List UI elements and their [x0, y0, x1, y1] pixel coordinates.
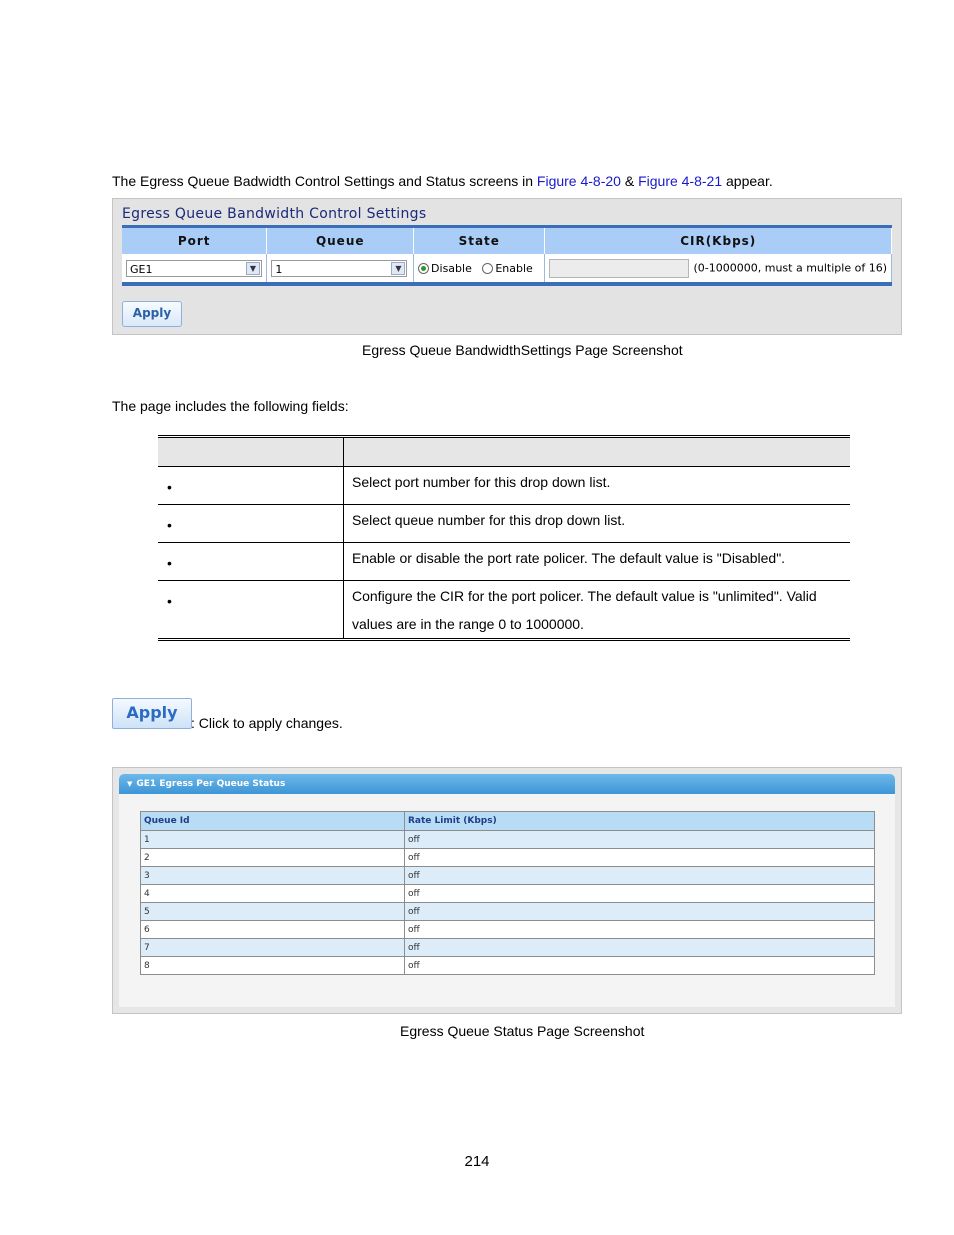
bullet-icon: •: [167, 555, 172, 571]
port-select-value: GE1: [130, 262, 153, 276]
intro-prefix: The Egress Queue Badwidth Control Settings and Status screens in: [112, 173, 537, 189]
table-row: [141, 831, 875, 849]
status-table: [140, 811, 875, 975]
cir-header: CIR(Kbps): [545, 227, 892, 255]
rate-limit-cell: off: [405, 939, 875, 957]
port-select[interactable]: [126, 260, 262, 277]
fields-header-description: [344, 437, 851, 467]
state-disable-radio[interactable]: [418, 263, 429, 274]
queue-id-cell: 7: [141, 939, 405, 957]
state-enable-label: Enable: [495, 261, 533, 275]
settings-table: [122, 225, 892, 286]
field-description-state: Enable or disable the port rate policer. The default value is "Disabled".: [344, 543, 851, 581]
intro-ampersand: &: [620, 173, 639, 189]
rate-limit-cell: off: [405, 885, 875, 903]
bullet-icon: •: [167, 593, 172, 609]
table-row: [141, 939, 875, 957]
chevron-down-icon[interactable]: ▼: [246, 262, 260, 275]
figure-caption-settings: Egress Queue BandwidthSettings Page Screenshot: [362, 342, 683, 358]
chevron-down-icon[interactable]: ▼: [391, 262, 405, 275]
page-number: 214: [464, 1153, 490, 1170]
figure-link-4-8-21[interactable]: Figure 4-8-21: [638, 173, 723, 189]
table-row: [141, 921, 875, 939]
table-row: [141, 849, 875, 867]
apply-button-illustration[interactable]: Apply: [112, 698, 192, 729]
collapse-triangle-icon[interactable]: ▼: [127, 780, 133, 788]
settings-title: Egress Queue Bandwidth Control Settings: [122, 206, 427, 222]
cir-input[interactable]: [549, 259, 689, 278]
queue-id-cell: 6: [141, 921, 405, 939]
queue-id-cell: 4: [141, 885, 405, 903]
queue-id-cell: 1: [141, 831, 405, 849]
queue-id-cell: 3: [141, 867, 405, 885]
table-row: [141, 867, 875, 885]
bullet-icon: •: [167, 479, 172, 495]
fields-table: [158, 435, 850, 641]
rate-limit-cell: off: [405, 957, 875, 975]
settings-screenshot: [112, 198, 902, 335]
rate-limit-cell: off: [405, 903, 875, 921]
queue-id-cell: 5: [141, 903, 405, 921]
queue-select-value: 1: [275, 262, 283, 276]
queue-id-header: Queue Id: [141, 812, 405, 831]
queue-header: Queue: [267, 227, 414, 255]
status-screenshot: [112, 767, 902, 1014]
rate-limit-header: Rate Limit (Kbps): [405, 812, 875, 831]
table-row: [141, 903, 875, 921]
rate-limit-cell: off: [405, 849, 875, 867]
rate-limit-cell: off: [405, 831, 875, 849]
bullet-icon: •: [167, 517, 172, 533]
field-description-queue: Select queue number for this drop down list.: [344, 505, 851, 543]
fields-intro: The page includes the following fields:: [112, 398, 349, 414]
state-disable-label: Disable: [431, 261, 472, 275]
cir-hint: (0-1000000, must a multiple of 16): [693, 261, 887, 274]
status-panel: [119, 774, 895, 1007]
field-description-port: Select port number for this drop down list.: [344, 467, 851, 505]
table-row: [141, 885, 875, 903]
table-row: [141, 957, 875, 975]
apply-button[interactable]: Apply: [122, 301, 182, 327]
field-description-cir: Configure the CIR for the port policer. The default value is "unlimited". Valid values are in the range 0 to 1000000.: [344, 581, 851, 640]
fields-header-object: [158, 437, 344, 467]
state-header: State: [414, 227, 545, 255]
status-panel-header[interactable]: [119, 774, 895, 794]
status-panel-title: GE1 Egress Per Queue Status: [136, 779, 286, 789]
figure-link-4-8-20[interactable]: Figure 4-8-20: [536, 173, 621, 189]
rate-limit-cell: off: [405, 867, 875, 885]
queue-select[interactable]: [271, 260, 407, 277]
state-enable-radio[interactable]: [482, 263, 493, 274]
intro-suffix: appear.: [722, 173, 773, 189]
rate-limit-cell: off: [405, 921, 875, 939]
port-header: Port: [122, 227, 267, 255]
apply-button-description: : Click to apply changes.: [191, 715, 343, 731]
figure-caption-status: Egress Queue Status Page Screenshot: [400, 1023, 645, 1039]
intro-paragraph: [112, 173, 773, 189]
queue-id-cell: 2: [141, 849, 405, 867]
queue-id-cell: 8: [141, 957, 405, 975]
